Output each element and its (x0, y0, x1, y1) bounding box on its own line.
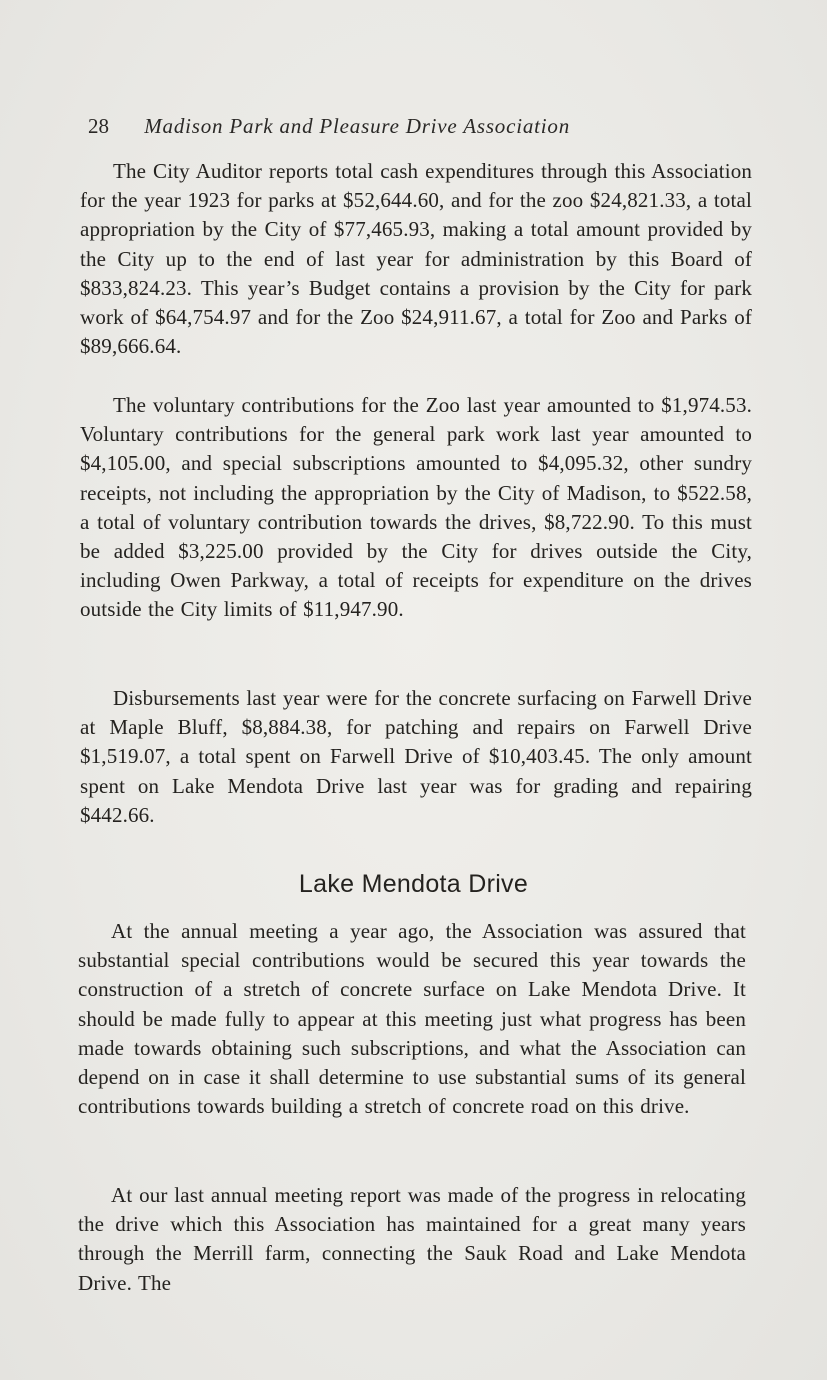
paragraph-contributions: The voluntary contributions for the Zoo last year amounted to $1,974.53. Voluntary contributions for the general park work last year amounted to $4,105.00, and special subscriptions amounted to $4,095.32, other sundry receipts, not including the appropriation by the City of Madison, to $522.58, a total of voluntary contribution towards the drives, $8,722.90. To this must be added $3,225.00 provided by the City for drives outside the City, including Owen Parkway, a total of receipts for expenditure on the drives outside the City limits of $11,947.90. (80, 393, 752, 622)
paragraph-expenditures: The City Auditor reports total cash expenditures through this Association for the year 1923 for parks at $52,644.60, and for the zoo $24,821.33, a total appropriation by the City of $77,465.93, making a total amount provided by the City up to the end of last year for administration by this Board of $833,824.23. This year’s Budget contains a provision by the City for park work of $64,754.97 and for the Zoo $24,911.67, a total for Zoo and Parks of $89,666.64. (80, 159, 752, 359)
running-header (88, 114, 688, 146)
paragraph-annual-meeting: At the annual meeting a year ago, the Association was assured that substantial special contributions would be secured this year towards the construction of a stretch of concrete surface on Lake Mendota Drive. It should be made fully to appear at this meeting just what progress has been made towards obtaining such subscriptions, and what the Association can depend on in case it shall determine to use substantial sums of its general contributions towards building a stretch of concrete road on this drive. (78, 919, 746, 1119)
paragraph-relocation: At our last annual meeting report was made of the progress in relocating the drive which this Association has maintained for a great many years through the Merrill farm, connecting the Sauk Road and Lake Mendota Drive. The (78, 1183, 746, 1295)
page-number: 28 (88, 114, 109, 138)
section-heading: Lake Mendota Drive (298, 870, 529, 898)
running-title: Madison Park and Pleasure Drive Association (144, 114, 571, 138)
paragraph-disbursements: Disbursements last year were for the concrete surfacing on Farwell Drive at Maple Bluff, $8,884.38, for patching and repairs on Farwell Drive $1,519.07, a total spent on Farwell Drive of $10,403.45. The only amount spent on Lake Mendota Drive last year was for grading and repairing $442.66. (80, 686, 752, 827)
